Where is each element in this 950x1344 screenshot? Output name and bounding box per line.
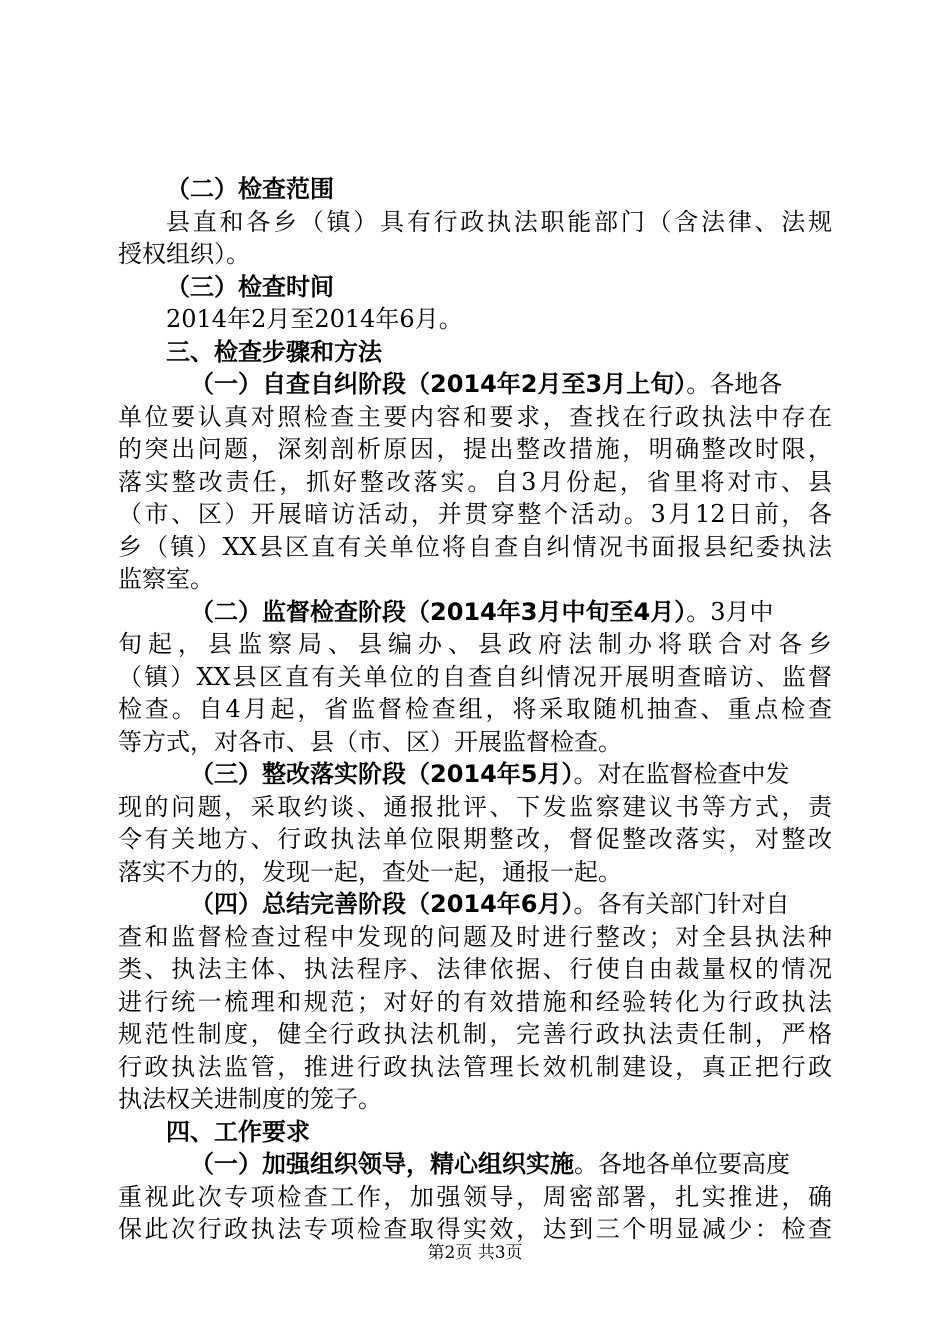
- step-title-self-check: （一）自查自纠阶段（2014年2月至3月上旬）: [190, 370, 687, 398]
- section-heading-time: （三）检查时间: [166, 272, 334, 301]
- paragraph-text: 。各有关部门针对自: [573, 890, 790, 918]
- paragraph-line: [118, 888, 832, 921]
- paragraph-text: 。各地各单位要高度: [574, 1150, 790, 1178]
- paragraph-text: 。对在监督检查中发: [573, 760, 790, 788]
- page-footer: 第2页 共3页: [427, 1243, 523, 1263]
- paragraph-line: [118, 596, 832, 629]
- paragraph-line: 等方式，对各市、县（市、区）开展监督检查。: [118, 727, 622, 756]
- paragraph-line: 监察室。: [118, 565, 214, 593]
- paragraph-line: 查和监督检查过程中发现的问题及时进行整改；对全县执法种: [118, 922, 832, 951]
- paragraph-line: （镇）XX县区直有关单位的自查自纠情况开展明查暗访、监督: [118, 662, 832, 691]
- paragraph-line: 规范性制度，健全行政执法机制，完善行政执法责任制，严格: [118, 1020, 832, 1048]
- paragraph-line: 重视此次专项检查工作，加强领导，周密部署，扎实推进，确: [118, 1182, 832, 1211]
- paragraph-line: 县直和各乡（镇）具有行政执法职能部门（含法律、法规: [166, 207, 832, 236]
- paragraph-line: 行政执法监管，推进行政执法管理长效机制建设，真正把行政: [118, 1052, 832, 1081]
- paragraph-line: 旬起，县监察局、县编办、县政府法制办将联合对各乡: [118, 630, 832, 658]
- paragraph-line: 的突出问题，深刻剖析原因，提出整改措施，明确整改时限，: [118, 435, 832, 463]
- paragraph-line: 落实不力的，发现一起，查处一起，通报一起。: [118, 857, 622, 886]
- section-heading-scope: （二）检查范围: [166, 175, 334, 203]
- paragraph-line: 令有关地方、行政执法单位限期整改，督促整改落实，对整改: [118, 825, 832, 853]
- chapter-heading-steps: 三、检查步骤和方法: [166, 337, 382, 366]
- paragraph-line: 进行统一梳理和规范；对好的有效措施和经验转化为行政执法: [118, 987, 832, 1016]
- paragraph-line: 检查。自4月起，省监督检查组，将采取随机抽查、重点检查: [118, 695, 832, 723]
- paragraph-line: 落实整改责任，抓好整改落实。自3月份起，省里将对市、县: [118, 467, 832, 496]
- paragraph-line: 保此次行政执法专项检查取得实效，达到三个明显减少：检查: [118, 1215, 832, 1243]
- paragraph-line: [118, 368, 832, 401]
- document-body: [118, 173, 832, 1246]
- paragraph-line: 类、执法主体、执法程序、法律依据、行使自由裁量权的情况: [118, 955, 832, 983]
- paragraph-line: （市、区）开展暗访活动，并贯穿整个活动。3月12日前，各: [118, 500, 832, 528]
- paragraph-text: 。3月中: [686, 597, 774, 626]
- paragraph-line: 2014年2月至2014年6月。: [166, 305, 463, 333]
- paragraph-line: [118, 1148, 832, 1181]
- paragraph-line: 授权组织）。: [118, 240, 250, 268]
- chapter-heading-requirements: 四、工作要求: [166, 1117, 310, 1146]
- step-title-summary: （四）总结完善阶段（2014年6月）: [190, 890, 574, 918]
- step-title-rectification: （三）整改落实阶段（2014年5月）: [190, 760, 574, 788]
- paragraph-line: 单位要认真对照检查主要内容和要求，查找在行政执法中存在: [118, 402, 832, 431]
- paragraph-text: 。各地各: [686, 370, 783, 398]
- paragraph-line: [118, 758, 832, 791]
- paragraph-line: 现的问题，采取约谈、通报批评、下发监察建议书等方式，责: [118, 792, 832, 821]
- paragraph-line: 执法权关进制度的笼子。: [118, 1085, 382, 1113]
- requirement-title-leadership: （一）加强组织领导，精心组织实施: [190, 1150, 574, 1178]
- paragraph-line: 乡（镇）XX县区直有关单位将自查自纠情况书面报县纪委执法: [118, 532, 832, 561]
- step-title-supervision: （二）监督检查阶段（2014年3月中旬至4月）: [190, 597, 687, 626]
